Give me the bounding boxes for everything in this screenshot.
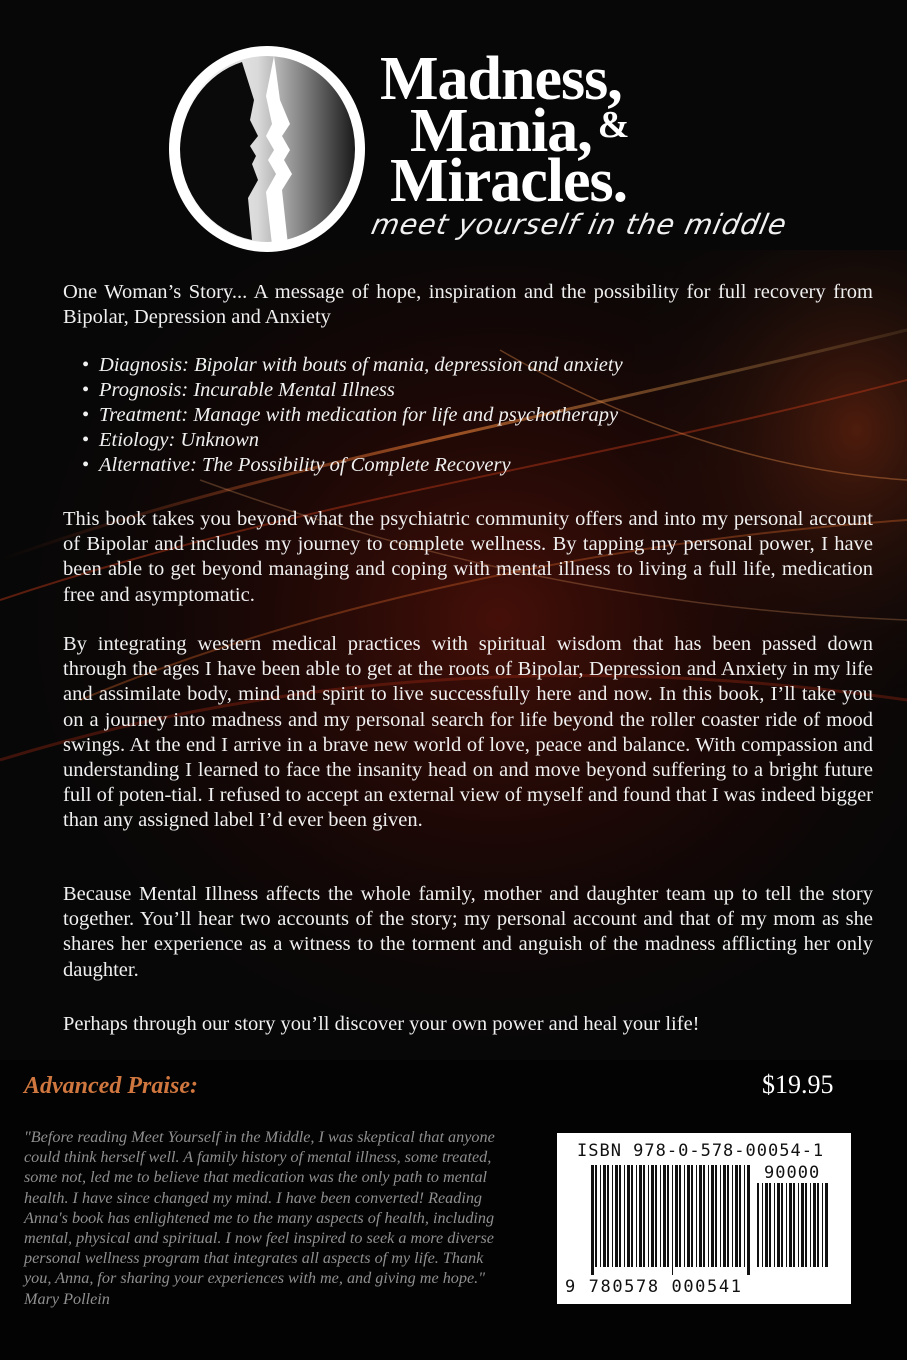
ean-barcode	[591, 1165, 751, 1275]
barcode-bar	[600, 1165, 601, 1267]
barcode-bar	[655, 1165, 657, 1267]
barcode-bar	[591, 1165, 594, 1275]
barcode-bar	[651, 1165, 654, 1267]
barcode-bar	[769, 1183, 771, 1267]
addon-number: 90000	[764, 1163, 821, 1183]
barcode-bar	[813, 1183, 816, 1267]
barcode-bar	[801, 1183, 804, 1267]
barcode-bar	[765, 1183, 768, 1267]
barcode-bar	[619, 1165, 621, 1267]
barcode-bar	[675, 1165, 678, 1267]
barcode-bar	[711, 1165, 714, 1267]
barcode-bar	[672, 1165, 673, 1275]
barcode-bar	[636, 1165, 637, 1267]
barcode-bar	[703, 1165, 705, 1267]
barcode-bar	[696, 1165, 697, 1267]
intro-paragraph: One Woman’s Story... A message of hope, inspiration and the possibility for full recovery from Bipolar, Depression and Anxiety	[63, 281, 873, 329]
barcode-bar	[631, 1165, 633, 1267]
isbn-label: ISBN 978-0-578-00054-1	[577, 1141, 825, 1161]
barcode-bar	[774, 1183, 775, 1267]
title-ampersand: &	[597, 104, 629, 146]
barcode-bar	[627, 1165, 630, 1267]
list-item: • Etiology: Unknown	[82, 428, 623, 453]
barcode-bar	[747, 1165, 750, 1275]
faces-logo	[162, 40, 372, 258]
barcode-bar	[817, 1183, 819, 1267]
barcode-bar	[781, 1183, 783, 1267]
paragraph-beyond: This book takes you beyond what the psychiatric community offers and into my personal account of Bipolar and includes my journey to complete wellness. By tapping my personal power, I have been able to get beyond managing and coping with mental illness to living a full life, medication free and asymptomatic.	[63, 508, 873, 606]
barcode-bar	[825, 1183, 828, 1267]
barcode-bar	[762, 1183, 763, 1267]
barcode-bar	[687, 1165, 690, 1267]
addon-barcode	[757, 1183, 831, 1275]
ean-number: 9 780578 000541	[565, 1277, 743, 1297]
barcode-bar	[757, 1183, 759, 1267]
paragraph-closing: Perhaps through our story you’ll discover your own power and heal your life!	[63, 1013, 700, 1035]
barcode-bar	[798, 1183, 799, 1267]
barcode-bar	[739, 1165, 741, 1267]
price-label: $19.95	[762, 1070, 834, 1099]
barcode-bar	[793, 1183, 795, 1267]
praise-heading: Advanced Praise:	[24, 1073, 198, 1099]
barcode-bar	[612, 1165, 613, 1267]
barcode-bar	[648, 1165, 649, 1267]
paragraph-integrating: By integrating western medical practices with spiritual wisdom that has been passed down through the ages I have been able to get at the roots of Bipolar, Depression and Anxiety in my life and assimilate body, mind and spirit to live successfully here and now. In this book, I’ll take you on a journey into madness and my personal search for life beyond the roller coaster ride of mood swings. At the end I arrive in a brave new world of love, peace and balance. With compassion and understanding I learned to face the insanity head on and move beyond suffering to a bright future full of poten-tial. I refused to accept an external view of myself and found that I was indeed bigger than any assigned label I’d ever been given.	[63, 633, 873, 832]
barcode-bar	[643, 1165, 645, 1267]
barcode-bar	[720, 1165, 721, 1267]
barcode-bar	[660, 1165, 661, 1267]
barcode-bar	[786, 1183, 787, 1267]
barcode-bar	[777, 1183, 780, 1267]
barcode-bar	[727, 1165, 729, 1267]
barcode-bar	[663, 1165, 666, 1267]
title-word-mania: Mania,	[410, 97, 592, 165]
barcode-bar	[735, 1165, 738, 1267]
title-line-madness: Madness,	[380, 45, 622, 113]
barcode-bar	[744, 1165, 745, 1267]
list-item: • Prognosis: Incurable Mental Illness	[82, 378, 623, 403]
diagnosis-list	[82, 353, 623, 478]
title-line-miracles: Miracles.	[390, 147, 628, 215]
barcode-bar	[684, 1165, 685, 1267]
barcode-bar	[715, 1165, 717, 1267]
barcode-bar	[603, 1165, 606, 1267]
barcode-bar	[805, 1183, 807, 1267]
barcode-bar	[639, 1165, 642, 1267]
barcode-bar	[699, 1165, 702, 1267]
barcode-bar	[691, 1165, 693, 1267]
barcode-bar	[607, 1165, 609, 1267]
barcode-bar	[679, 1165, 681, 1267]
list-item: • Treatment: Manage with medication for life and psychotherapy	[82, 403, 623, 428]
barcode-panel	[557, 1133, 851, 1304]
barcode-bar	[595, 1165, 597, 1267]
barcode-bar	[615, 1165, 618, 1267]
barcode-bar	[667, 1165, 669, 1267]
subtitle-tagline: meet yourself in the middle	[368, 208, 791, 241]
barcode-bar	[624, 1165, 625, 1267]
barcode-bar	[789, 1183, 792, 1267]
praise-quote: "Before reading Meet Yourself in the Middle, I was skeptical that anyone could think herself well. A family history of mental illness, some treated, some not, led me to believe that medication was the only path to mental health. I have since changed my mind. I have been converted! Reading Anna's book has enlightened me to the many aspects of health, including mental, physical and spiritual. I now feel inspired to seek a more diverse personal wellness program that integrates all aspects of my life. Thank you, Anna, for sharing your experiences with me, and giving me hope." Mary Pollein	[24, 1128, 495, 1308]
list-item: • Diagnosis: Bipolar with bouts of mania, depression and anxiety	[82, 353, 623, 378]
barcode-bar	[708, 1165, 709, 1267]
paragraph-family: Because Mental Illness affects the whole family, mother and daughter team up to tell the story together. You’ll hear two accounts of the story; my personal account and that of my mom as she shares her experience as a witness to the torment and anguish of the madness afflicting her only daughter.	[63, 883, 873, 981]
list-item: • Alternative: The Possibility of Complete Recovery	[82, 453, 623, 478]
barcode-bar	[810, 1183, 811, 1267]
barcode-bar	[723, 1165, 726, 1267]
barcode-bar	[822, 1183, 823, 1267]
barcode-bar	[732, 1165, 733, 1267]
